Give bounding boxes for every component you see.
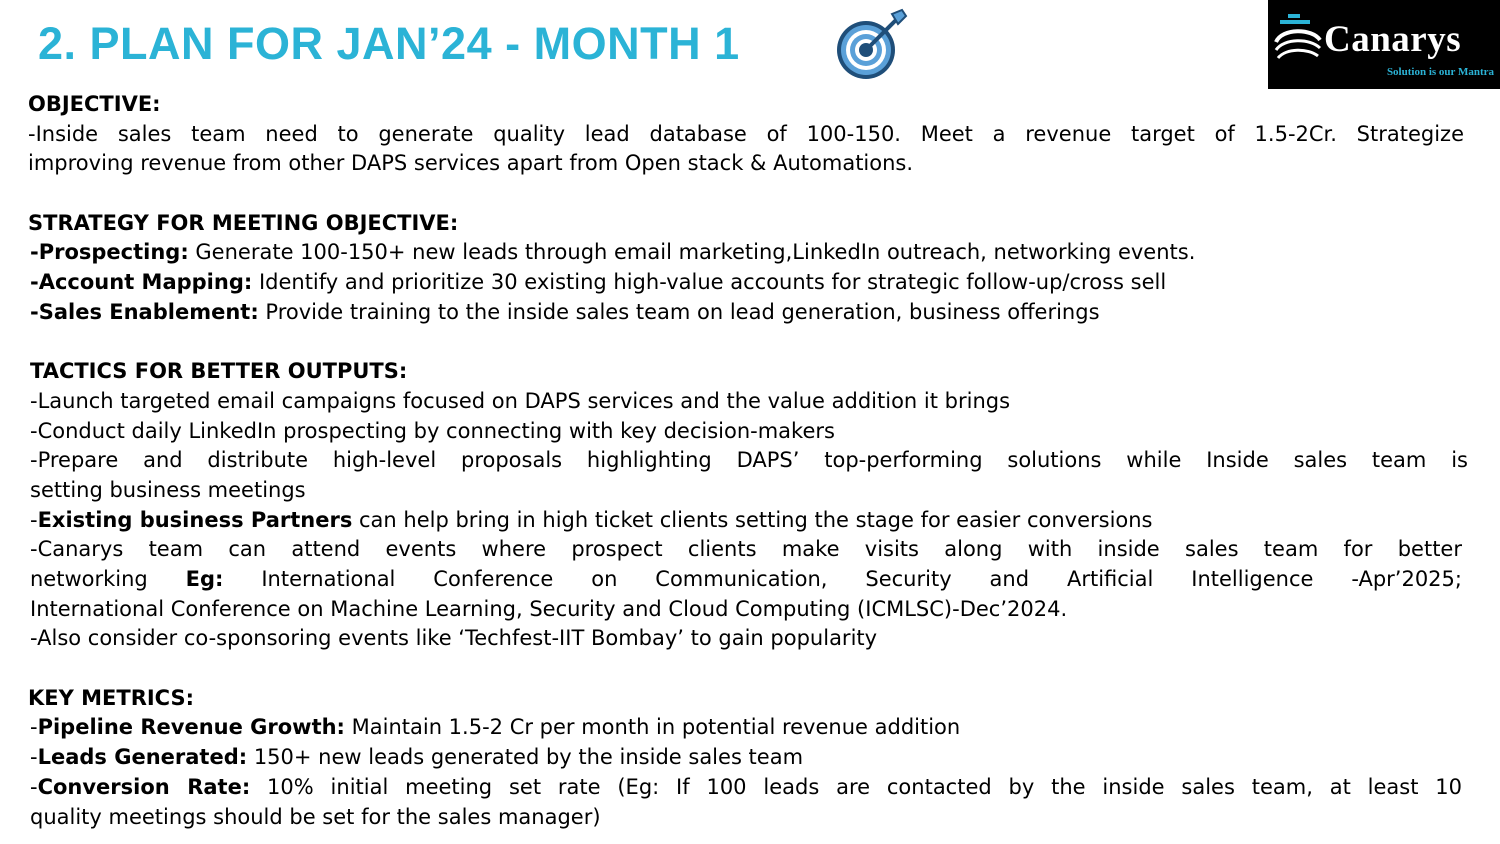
tactic-text: can help bring in high ticket clients setting the stage for easier conversions xyxy=(352,507,1153,532)
plan-body xyxy=(28,90,1468,832)
strategy-item-label: -Prospecting: xyxy=(30,240,189,265)
objective-heading: OBJECTIVE: xyxy=(28,92,161,116)
strategy-heading: STRATEGY FOR MEETING OBJECTIVE: xyxy=(28,210,459,235)
page-title: 2. PLAN FOR JAN’24 - MONTH 1 xyxy=(38,18,740,69)
metric-item xyxy=(28,743,1464,773)
strategy-item xyxy=(28,298,1464,328)
objective-text-line: improving revenue from other DAPS services apart from Open stack & Automations. xyxy=(28,151,914,176)
tactic-item xyxy=(28,506,1464,536)
tactic-item: -Also consider co-sponsoring events like ‘Techfest-IIT Bombay’ to gain popularity xyxy=(30,626,878,651)
tactic-item-continued: setting business meetings xyxy=(30,477,306,502)
objective-text-line: -Inside sales team need to generate quality lead database of 100-150. Meet a revenue target of 1.5-2Cr. Strategize xyxy=(28,121,1464,146)
tactic-item-continued: International Conference on Machine Learning, Security and Cloud Computing (ICMLSC)-Dec’2024. xyxy=(30,596,1068,621)
strategy-item-text: Identify and prioritize 30 existing high-value accounts for strategic follow-up/cross sell xyxy=(252,270,1167,295)
tactic-item: -Launch targeted email campaigns focused on DAPS services and the value addition it brings xyxy=(30,388,1011,413)
metrics-heading: KEY METRICS: xyxy=(28,685,195,710)
target-icon xyxy=(832,8,912,82)
strategy-item xyxy=(28,238,1464,268)
tactic-item: -Conduct daily LinkedIn prospecting by connecting with key decision-makers xyxy=(30,418,835,443)
strategy-item xyxy=(28,268,1464,298)
metric-label: Pipeline Revenue Growth: xyxy=(37,715,345,740)
metric-text: 10% initial meeting set rate (Eg: If 100 leads are contacted by the inside sales team, at least 10 xyxy=(250,774,1462,799)
logo-tagline: Solution is our Mantra xyxy=(1386,66,1494,78)
logo-name: Canarys xyxy=(1324,19,1462,60)
metric-text: 150+ new leads generated by the inside sales team xyxy=(247,745,804,770)
tactic-text: International Conference on Communication, Security and Artificial Intelligence -Apr’2025; xyxy=(223,567,1462,591)
tactic-item: -Canarys team can attend events where prospect clients make visits along with inside sales team for better xyxy=(30,537,1462,562)
strategy-item-text: Generate 100-150+ new leads through email marketing,LinkedIn outreach, networking events. xyxy=(188,240,1196,265)
tactic-dash: - xyxy=(30,507,38,532)
strategy-item-label: -Account Mapping: xyxy=(30,270,253,295)
metric-item xyxy=(28,773,1462,803)
strategy-item-label: -Sales Enablement: xyxy=(30,299,259,324)
company-logo xyxy=(1268,0,1500,89)
tactic-example-label: Eg: xyxy=(185,567,224,591)
metric-item xyxy=(28,713,1464,743)
metric-label: Conversion Rate: xyxy=(37,774,251,799)
metric-item-continued: quality meetings should be set for the sales manager) xyxy=(30,804,601,829)
tactic-item-continued xyxy=(28,565,1462,595)
tactic-text: networking xyxy=(30,567,186,591)
metric-dash: - xyxy=(30,745,38,770)
metric-label: Leads Generated: xyxy=(37,745,248,770)
tactic-item: -Prepare and distribute high-level proposals highlighting DAPS’ top-performing solutions while Inside sales team is xyxy=(30,448,1468,473)
tactics-heading: TACTICS FOR BETTER OUTPUTS: xyxy=(30,359,408,384)
metric-dash: - xyxy=(30,774,38,799)
logo-mark-icon xyxy=(1272,12,1324,72)
strategy-item-text: Provide training to the inside sales team on lead generation, business offerings xyxy=(258,299,1100,324)
metric-dash: - xyxy=(30,715,38,740)
tactic-highlight: Existing business Partners xyxy=(37,507,353,532)
metric-text: Maintain 1.5-2 Cr per month in potential revenue addition xyxy=(344,715,961,740)
